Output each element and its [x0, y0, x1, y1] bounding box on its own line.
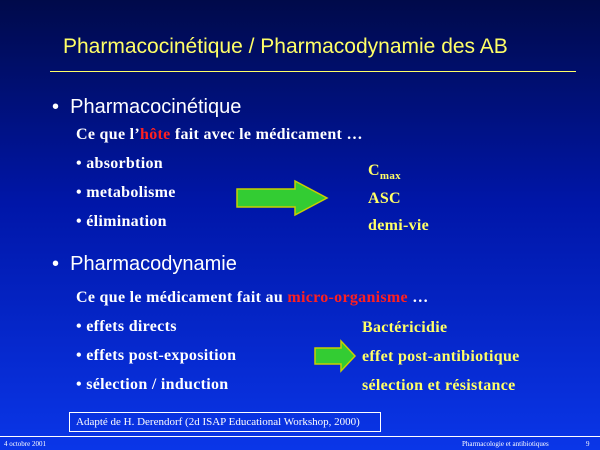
section2-result: Bactéricidie — [362, 319, 448, 336]
arrow-right-icon — [313, 339, 357, 373]
section1-intro-pre: Ce que l’ — [76, 126, 141, 143]
section2-intro — [76, 289, 429, 307]
section2-item: • effets post-exposition — [76, 347, 237, 364]
slide-title: Pharmacocinétique / Pharmacodynamie des AB — [63, 35, 508, 58]
section1-intro-post: fait avec le médicament … — [170, 126, 363, 143]
section2-result: effet post-antibiotique — [362, 348, 520, 365]
section2-intro-pre: Ce que le médicament fait au — [76, 289, 288, 306]
source-note: Adapté de H. Derendorf (2d ISAP Educational Workshop, 2000) — [69, 412, 381, 432]
cmax-base: C — [368, 162, 380, 179]
footer-date: 4 octobre 2001 — [4, 440, 46, 448]
section1-heading-label: Pharmacocinétique — [70, 96, 242, 118]
section1-item: • metabolisme — [76, 184, 176, 201]
section2-intro-highlight: micro-organisme — [287, 289, 408, 306]
footer-topic: Pharmacologie et antibiotiques — [462, 440, 549, 448]
section1-heading: • Pharmacocinétique — [52, 96, 242, 118]
cmax-label — [368, 162, 401, 180]
section1-item: • absorbtion — [76, 155, 163, 172]
section1-intro — [76, 126, 363, 144]
section2-item: • sélection / induction — [76, 376, 229, 393]
footer-page-number: 9 — [586, 440, 590, 448]
cmax-subscript: max — [379, 170, 401, 182]
section2-heading-label: Pharmacodynamie — [70, 253, 237, 275]
title-underline — [50, 71, 576, 72]
section2-heading: • Pharmacodynamie — [52, 253, 237, 275]
asc-label: ASC — [368, 190, 401, 207]
footer-divider — [0, 436, 600, 437]
halflife-label: demi-vie — [368, 217, 430, 234]
section1-intro-highlight: hôte — [140, 126, 171, 143]
section2-item: • effets directs — [76, 318, 177, 335]
section1-item: • élimination — [76, 213, 167, 230]
section2-result: sélection et résistance — [362, 377, 516, 394]
section2-intro-post: … — [407, 289, 429, 306]
arrow-right-icon — [235, 179, 331, 217]
